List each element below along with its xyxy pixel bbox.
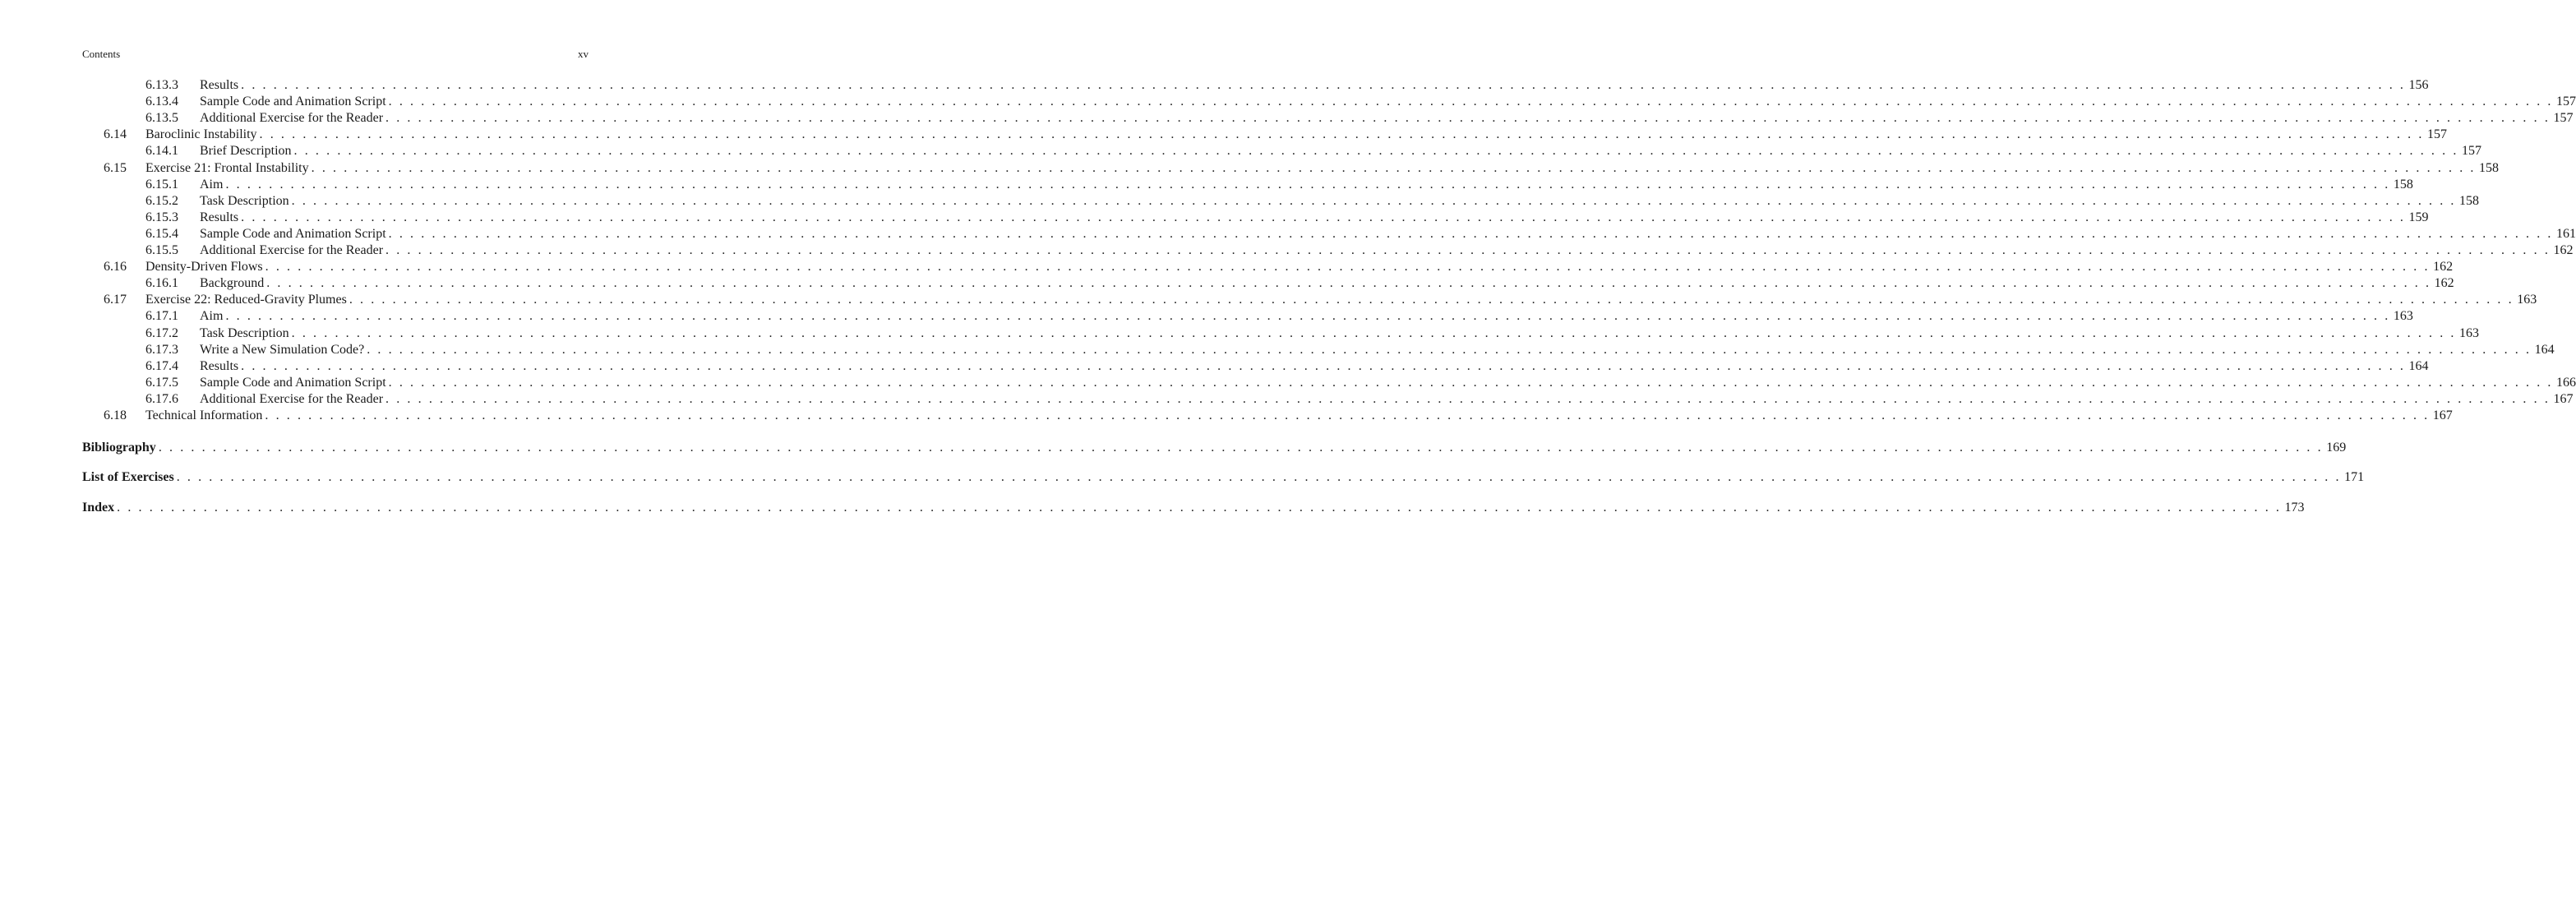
toc-entry[interactable] — [0, 408, 2453, 424]
toc-entry-page: 157 — [2556, 95, 2576, 109]
toc-entry[interactable] — [0, 177, 2413, 193]
toc-entry-page: 163 — [2393, 309, 2413, 324]
toc-entry-page: 166 — [2556, 375, 2576, 390]
toc-entry-title: List of Exercises — [82, 470, 174, 484]
toc-entry[interactable] — [0, 275, 2454, 292]
toc-entry-page: 156 — [2408, 78, 2429, 92]
toc-entry-title: Write a New Simulation Code? — [200, 342, 365, 357]
toc-entry-title: Technical Information — [145, 408, 263, 422]
toc-entry-number: 6.15.2 — [145, 193, 178, 208]
toc-entry-page: 167 — [2432, 408, 2453, 422]
toc-entry-title: Baroclinic Instability — [145, 127, 257, 142]
running-head — [82, 48, 589, 61]
leader-dots: . . . . . . . . . . . . . . . . . . . . . . . . . . . . . . . . . . . . . . . . . . . . . . . . . . . . . . . . . . . . . . . . . . . . . . . . . . . . . . . . . . . . . . . . . . . . . . . . . . . . . . . . . . . . . . . . . . . . . . . . . . . . . . . . . . . . . . . . . . . . . . . . . . . . . . . . . . . . . . . . . . . . . . . . . . . . . . . . . . . . . . . . . . . . . . . . . . . . . . . . — [388, 375, 2554, 390]
toc-entry-title: Brief Description — [200, 144, 292, 159]
toc-entry-number: 6.18 — [104, 408, 127, 422]
toc-entry-number: 6.13.3 — [145, 78, 178, 92]
leader-dots: . . . . . . . . . . . . . . . . . . . . . . . . . . . . . . . . . . . . . . . . . . . . . . . . . . . . . . . . . . . . . . . . . . . . . . . . . . . . . . . . . . . . . . . . . . . . . . . . . . . . . . . . . . . . . . . . . . . . . . . . . . . . . . . . . . . . . . . . . . . . . . . . . . . . . . . . . . . . . . . . . . . . . . . . . . . . . . . . . . . . . . . . . . . . . . . . . . . . . . . . — [259, 127, 2424, 142]
toc-entry-page: 162 — [2434, 276, 2454, 291]
toc-entry[interactable] — [0, 375, 2576, 391]
toc-entry-page: 157 — [2553, 111, 2574, 126]
toc-entry-page: 162 — [2433, 260, 2454, 275]
toc-entry-number: 6.13.5 — [145, 111, 178, 126]
toc-entry-number: 6.13.4 — [145, 95, 178, 109]
toc-entry[interactable] — [0, 308, 2413, 325]
running-head-left: Contents — [82, 48, 121, 60]
toc-entry-number: 6.15.4 — [145, 226, 178, 241]
toc-backmatter-entry[interactable] — [0, 440, 2347, 456]
toc-entry-page: 157 — [2461, 144, 2481, 159]
toc-entry-page: 158 — [2459, 193, 2480, 208]
toc-entry-number: 6.15.1 — [145, 177, 178, 192]
toc-entry-title: Results — [200, 210, 239, 224]
toc-entry-number: 6.14.1 — [145, 144, 178, 159]
toc-entry-page: 167 — [2553, 391, 2574, 406]
toc-entry-page: 163 — [2459, 325, 2480, 340]
toc-backmatter-entry[interactable] — [0, 500, 2305, 516]
toc-entry-number: 6.14 — [104, 127, 127, 142]
toc-entry-page: 158 — [2479, 160, 2500, 175]
toc-entry-number: 6.15.3 — [145, 210, 178, 224]
leader-dots: . . . . . . . . . . . . . . . . . . . . . . . . . . . . . . . . . . . . . . . . . . . . . . . . . . . . . . . . . . . . . . . . . . . . . . . . . . . . . . . . . . . . . . . . . . . . . . . . . . . . . . . . . . . . . . . . . . . . . . . . . . . . . . . . . . . . . . . . . . . . . . . . . . . . . . . . . . . . . . . . . . . . . . . . . . . . . . . . . . . . . . . . . . . . . . . . . . . . . . . . — [225, 309, 2390, 324]
toc-entry-title: Aim — [200, 177, 224, 192]
toc-entry-page: 171 — [2344, 470, 2365, 484]
toc-entry-page: 169 — [2326, 441, 2347, 455]
toc-entry-title: Task Description — [200, 193, 289, 208]
leader-dots: . . . . . . . . . . . . . . . . . . . . . . . . . . . . . . . . . . . . . . . . . . . . . . . . . . . . . . . . . . . . . . . . . . . . . . . . . . . . . . . . . . . . . . . . . . . . . . . . . . . . . . . . . . . . . . . . . . . . . . . . . . . . . . . . . . . . . . . . . . . . . . . . . . . . . . . . . . . . . . . . . . . . . . . . . . . . . . . . . . . . . . . . . . . . . . . . . . . . . . . . — [158, 441, 2324, 455]
toc-entry-title: Exercise 21: Frontal Instability — [145, 160, 309, 175]
leader-dots: . . . . . . . . . . . . . . . . . . . . . . . . . . . . . . . . . . . . . . . . . . . . . . . . . . . . . . . . . . . . . . . . . . . . . . . . . . . . . . . . . . . . . . . . . . . . . . . . . . . . . . . . . . . . . . . . . . . . . . . . . . . . . . . . . . . . . . . . . . . . . . . . . . . . . . . . . . . . . . . . . . . . . . . . . . . . . . . . . . . . . . . . . . . . . . . . . . . . . . . . — [388, 95, 2554, 109]
toc-entry-number: 6.17.2 — [145, 325, 178, 340]
leader-dots: . . . . . . . . . . . . . . . . . . . . . . . . . . . . . . . . . . . . . . . . . . . . . . . . . . . . . . . . . . . . . . . . . . . . . . . . . . . . . . . . . . . . . . . . . . . . . . . . . . . . . . . . . . . . . . . . . . . . . . . . . . . . . . . . . . . . . . . . . . . . . . . . . . . . . . . . . . . . . . . . . . . . . . . . . . . . . . . . . . . . . . . . . . . . . . . . . . . . . . . . — [291, 325, 2457, 340]
leader-dots: . . . . . . . . . . . . . . . . . . . . . . . . . . . . . . . . . . . . . . . . . . . . . . . . . . . . . . . . . . . . . . . . . . . . . . . . . . . . . . . . . . . . . . . . . . . . . . . . . . . . . . . . . . . . . . . . . . . . . . . . . . . . . . . . . . . . . . . . . . . . . . . . . . . . . . . . . . . . . . . . . . . . . . . . . . . . . . . . . . . . . . . . . . . . . . . . . . . . . . . . — [311, 160, 2477, 175]
toc-entry-title: Additional Exercise for the Reader — [200, 391, 384, 406]
toc-entry-number: 6.17.6 — [145, 391, 178, 406]
toc-entry[interactable] — [0, 94, 2576, 110]
toc-backmatter-entry[interactable] — [0, 469, 2365, 486]
leader-dots: . . . . . . . . . . . . . . . . . . . . . . . . . . . . . . . . . . . . . . . . . . . . . . . . . . . . . . . . . . . . . . . . . . . . . . . . . . . . . . . . . . . . . . . . . . . . . . . . . . . . . . . . . . . . . . . . . . . . . . . . . . . . . . . . . . . . . . . . . . . . . . . . . . . . . . . . . . . . . . . . . . . . . . . . . . . . . . . . . . . . . . . . . . . . . . . . . . . . . . . . — [241, 78, 2406, 92]
toc-entry-title: Background — [200, 276, 265, 291]
leader-dots: . . . . . . . . . . . . . . . . . . . . . . . . . . . . . . . . . . . . . . . . . . . . . . . . . . . . . . . . . . . . . . . . . . . . . . . . . . . . . . . . . . . . . . . . . . . . . . . . . . . . . . . . . . . . . . . . . . . . . . . . . . . . . . . . . . . . . . . . . . . . . . . . . . . . . . . . . . . . . . . . . . . . . . . . . . . . . . . . . . . . . . . . . . . . . . . . . . . . . . . . — [385, 111, 2551, 126]
toc-entry-title: Results — [200, 358, 239, 373]
toc-entry[interactable] — [0, 127, 2447, 143]
leader-dots: . . . . . . . . . . . . . . . . . . . . . . . . . . . . . . . . . . . . . . . . . . . . . . . . . . . . . . . . . . . . . . . . . . . . . . . . . . . . . . . . . . . . . . . . . . . . . . . . . . . . . . . . . . . . . . . . . . . . . . . . . . . . . . . . . . . . . . . . . . . . . . . . . . . . . . . . . . . . . . . . . . . . . . . . . . . . . . . . . . . . . . . . . . . . . . . . . . . . . . . . — [291, 193, 2457, 208]
toc-entry-page: 164 — [2534, 342, 2555, 357]
toc-entry[interactable] — [0, 110, 2574, 127]
toc-entry[interactable] — [0, 342, 2555, 358]
toc-entry-number: 6.17.4 — [145, 358, 178, 373]
toc-entry-title: Additional Exercise for the Reader — [200, 111, 384, 126]
toc-entry-title: Aim — [200, 309, 224, 324]
toc-entry-title: Exercise 22: Reduced-Gravity Plumes — [145, 293, 347, 307]
toc-entry-page: 163 — [2517, 293, 2537, 307]
toc-entry-number: 6.17.3 — [145, 342, 178, 357]
leader-dots: . . . . . . . . . . . . . . . . . . . . . . . . . . . . . . . . . . . . . . . . . . . . . . . . . . . . . . . . . . . . . . . . . . . . . . . . . . . . . . . . . . . . . . . . . . . . . . . . . . . . . . . . . . . . . . . . . . . . . . . . . . . . . . . . . . . . . . . . . . . . . . . . . . . . . . . . . . . . . . . . . . . . . . . . . . . . . . . . . . . . . . . . . . . . . . . . . . . . . . . . — [241, 210, 2406, 224]
toc-entry-title: Bibliography — [82, 441, 156, 455]
toc-entry-title: Sample Code and Animation Script — [200, 226, 386, 241]
toc-entry-page: 162 — [2553, 243, 2574, 257]
toc-entry-number: 6.15 — [104, 160, 127, 175]
toc-entry[interactable] — [0, 292, 2537, 308]
leader-dots: . . . . . . . . . . . . . . . . . . . . . . . . . . . . . . . . . . . . . . . . . . . . . . . . . . . . . . . . . . . . . . . . . . . . . . . . . . . . . . . . . . . . . . . . . . . . . . . . . . . . . . . . . . . . . . . . . . . . . . . . . . . . . . . . . . . . . . . . . . . . . . . . . . . . . . . . . . . . . . . . . . . . . . . . . . . . . . . . . . . . . . . . . . . . . . . . . . . . . . . . — [225, 177, 2390, 192]
toc-entry[interactable] — [0, 358, 2429, 375]
toc-entry[interactable] — [0, 391, 2574, 408]
toc-entry[interactable] — [0, 259, 2454, 275]
toc-entry[interactable] — [0, 160, 2500, 177]
toc-entry[interactable] — [0, 242, 2574, 259]
leader-dots: . . . . . . . . . . . . . . . . . . . . . . . . . . . . . . . . . . . . . . . . . . . . . . . . . . . . . . . . . . . . . . . . . . . . . . . . . . . . . . . . . . . . . . . . . . . . . . . . . . . . . . . . . . . . . . . . . . . . . . . . . . . . . . . . . . . . . . . . . . . . . . . . . . . . . . . . . . . . . . . . . . . . . . . . . . . . . . . . . . . . . . . . . . . . . . . . . . . . . . . . — [241, 358, 2406, 373]
leader-dots: . . . . . . . . . . . . . . . . . . . . . . . . . . . . . . . . . . . . . . . . . . . . . . . . . . . . . . . . . . . . . . . . . . . . . . . . . . . . . . . . . . . . . . . . . . . . . . . . . . . . . . . . . . . . . . . . . . . . . . . . . . . . . . . . . . . . . . . . . . . . . . . . . . . . . . . . . . . . . . . . . . . . . . . . . . . . . . . . . . . . . . . . . . . . . . . . . . . . . . . . — [385, 391, 2551, 406]
page-number: xv — [578, 48, 589, 60]
toc-entry-number: 6.16.1 — [145, 276, 178, 291]
toc-entry[interactable] — [0, 193, 2480, 210]
leader-dots: . . . . . . . . . . . . . . . . . . . . . . . . . . . . . . . . . . . . . . . . . . . . . . . . . . . . . . . . . . . . . . . . . . . . . . . . . . . . . . . . . . . . . . . . . . . . . . . . . . . . . . . . . . . . . . . . . . . . . . . . . . . . . . . . . . . . . . . . . . . . . . . . . . . . . . . . . . . . . . . . . . . . . . . . . . . . . . . . . . . . . . . . . . . . . . . . . . . . . . . . — [265, 260, 2431, 275]
toc-entry-number: 6.16 — [104, 260, 127, 275]
leader-dots: . . . . . . . . . . . . . . . . . . . . . . . . . . . . . . . . . . . . . . . . . . . . . . . . . . . . . . . . . . . . . . . . . . . . . . . . . . . . . . . . . . . . . . . . . . . . . . . . . . . . . . . . . . . . . . . . . . . . . . . . . . . . . . . . . . . . . . . . . . . . . . . . . . . . . . . . . . . . . . . . . . . . . . . . . . . . . . . . . . . . . . . . . . . . . . . . . . . . . . . . — [385, 243, 2551, 257]
toc-entry-number: 6.15.5 — [145, 243, 178, 257]
leader-dots: . . . . . . . . . . . . . . . . . . . . . . . . . . . . . . . . . . . . . . . . . . . . . . . . . . . . . . . . . . . . . . . . . . . . . . . . . . . . . . . . . . . . . . . . . . . . . . . . . . . . . . . . . . . . . . . . . . . . . . . . . . . . . . . . . . . . . . . . . . . . . . . . . . . . . . . . . . . . . . . . . . . . . . . . . . . . . . . . . . . . . . . . . . . . . . . . . . . . . . . . — [293, 144, 2458, 159]
toc-entry[interactable] — [0, 210, 2429, 226]
toc-entry-title: Sample Code and Animation Script — [200, 95, 386, 109]
toc-entry-page: 173 — [2284, 501, 2305, 515]
leader-dots: . . . . . . . . . . . . . . . . . . . . . . . . . . . . . . . . . . . . . . . . . . . . . . . . . . . . . . . . . . . . . . . . . . . . . . . . . . . . . . . . . . . . . . . . . . . . . . . . . . . . . . . . . . . . . . . . . . . . . . . . . . . . . . . . . . . . . . . . . . . . . . . . . . . . . . . . . . . . . . . . . . . . . . . . . . . . . . . . . . . . . . . . . . . . . . . . . . . . . . . . — [176, 470, 2342, 484]
toc-entry[interactable] — [0, 77, 2429, 94]
leader-dots: . . . . . . . . . . . . . . . . . . . . . . . . . . . . . . . . . . . . . . . . . . . . . . . . . . . . . . . . . . . . . . . . . . . . . . . . . . . . . . . . . . . . . . . . . . . . . . . . . . . . . . . . . . . . . . . . . . . . . . . . . . . . . . . . . . . . . . . . . . . . . . . . . . . . . . . . . . . . . . . . . . . . . . . . . . . . . . . . . . . . . . . . . . . . . . . . . . . . . . . . — [117, 501, 2282, 515]
toc-entry-number: 6.17.5 — [145, 375, 178, 390]
toc-entry-page: 158 — [2393, 177, 2413, 192]
toc-entry-title: Index — [82, 501, 115, 515]
toc-entry-title: Results — [200, 78, 239, 92]
leader-dots: . . . . . . . . . . . . . . . . . . . . . . . . . . . . . . . . . . . . . . . . . . . . . . . . . . . . . . . . . . . . . . . . . . . . . . . . . . . . . . . . . . . . . . . . . . . . . . . . . . . . . . . . . . . . . . . . . . . . . . . . . . . . . . . . . . . . . . . . . . . . . . . . . . . . . . . . . . . . . . . . . . . . . . . . . . . . . . . . . . . . . . . . . . . . . . . . . . . . . . . . — [367, 342, 2532, 357]
toc-entry-title: Additional Exercise for the Reader — [200, 243, 384, 257]
toc-entry-number: 6.17.1 — [145, 309, 178, 324]
leader-dots: . . . . . . . . . . . . . . . . . . . . . . . . . . . . . . . . . . . . . . . . . . . . . . . . . . . . . . . . . . . . . . . . . . . . . . . . . . . . . . . . . . . . . . . . . . . . . . . . . . . . . . . . . . . . . . . . . . . . . . . . . . . . . . . . . . . . . . . . . . . . . . . . . . . . . . . . . . . . . . . . . . . . . . . . . . . . . . . . . . . . . . . . . . . . . . . . . . . . . . . . — [388, 226, 2554, 241]
toc-entry-page: 157 — [2426, 127, 2447, 142]
toc-entry-number: 6.17 — [104, 293, 127, 307]
toc-entry-title: Sample Code and Animation Script — [200, 375, 386, 390]
toc-entry-page: 164 — [2408, 358, 2429, 373]
toc-entry-page: 161 — [2556, 226, 2576, 241]
leader-dots: . . . . . . . . . . . . . . . . . . . . . . . . . . . . . . . . . . . . . . . . . . . . . . . . . . . . . . . . . . . . . . . . . . . . . . . . . . . . . . . . . . . . . . . . . . . . . . . . . . . . . . . . . . . . . . . . . . . . . . . . . . . . . . . . . . . . . . . . . . . . . . . . . . . . . . . . . . . . . . . . . . . . . . . . . . . . . . . . . . . . . . . . . . . . . . . . . . . . . . . . — [265, 408, 2430, 422]
toc-entry-title: Task Description — [200, 325, 289, 340]
toc-entry[interactable] — [0, 226, 2576, 242]
leader-dots: . . . . . . . . . . . . . . . . . . . . . . . . . . . . . . . . . . . . . . . . . . . . . . . . . . . . . . . . . . . . . . . . . . . . . . . . . . . . . . . . . . . . . . . . . . . . . . . . . . . . . . . . . . . . . . . . . . . . . . . . . . . . . . . . . . . . . . . . . . . . . . . . . . . . . . . . . . . . . . . . . . . . . . . . . . . . . . . . . . . . . . . . . . . . . . . . . . . . . . . . — [266, 276, 2431, 291]
toc-entry-page: 159 — [2408, 210, 2429, 224]
toc-entry-title: Density-Driven Flows — [145, 260, 263, 275]
toc-entry[interactable] — [0, 325, 2480, 342]
toc-entry[interactable] — [0, 143, 2481, 159]
leader-dots: . . . . . . . . . . . . . . . . . . . . . . . . . . . . . . . . . . . . . . . . . . . . . . . . . . . . . . . . . . . . . . . . . . . . . . . . . . . . . . . . . . . . . . . . . . . . . . . . . . . . . . . . . . . . . . . . . . . . . . . . . . . . . . . . . . . . . . . . . . . . . . . . . . . . . . . . . . . . . . . . . . . . . . . . . . . . . . . . . . . . . . . . . . . . . . . . . . . . . . . . — [349, 293, 2514, 307]
